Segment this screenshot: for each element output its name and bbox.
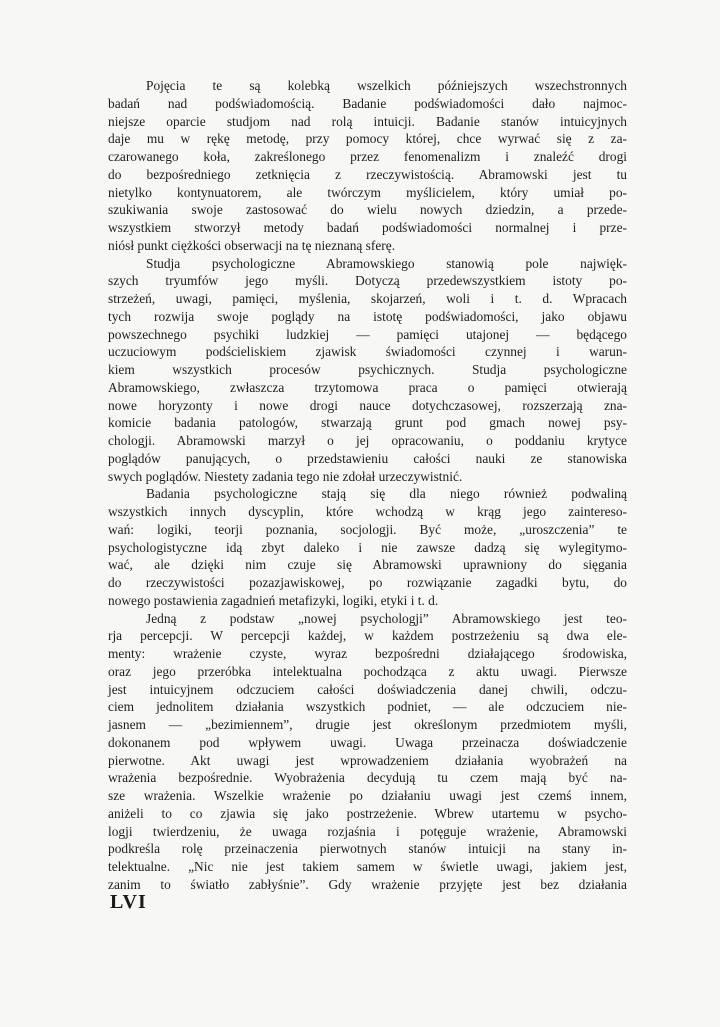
text-line: wań: logiki, teorji poznania, socjologji. Być może, „uroszczenia” te <box>108 521 627 537</box>
page-number: LVI <box>110 891 147 913</box>
text-line: jest intuicyjnem odczuciem całości doświadczenia danej chwili, odczu- <box>108 681 627 697</box>
text-line: tych rozwija swoje poglądy na istotę podświadomości, jako objawu <box>108 308 627 324</box>
text-line: niejsze oparcie studjom nad rolą intuicji. Badanie stanów intuicyjnych <box>108 113 627 129</box>
text-line: ciem jednolitem działania wszystkich podniet, — ale odczuciem nie- <box>108 699 627 715</box>
text-line: niósł punkt ciężkości obserwacji na tę nieznaną sferę. <box>108 237 396 253</box>
text-line: nowego postawienia zagadnień metafizyki, logiki, etyki i t. d. <box>108 592 439 608</box>
text-line: psychologistyczne idą zbyt daleko i nie zawsze dadzą się wylegitymo- <box>108 539 627 555</box>
text-line: do rzeczywistości pozazjawiskowej, po rozwiązanie zagadki bytu, do <box>108 575 627 590</box>
text-line: wać, ale dzięki nim czuje się Abramowski uprawniony do sięgania <box>108 557 627 573</box>
paragraph-1 <box>108 77 627 255</box>
text-line: Abramowskiego, zwłaszcza trzytomowa praca o pamięci otwierają <box>108 379 627 395</box>
text-line: pierwotne. Akt uwagi jest wprowadzeniem działania wyobrażeń na <box>108 752 627 768</box>
text-line: nietylko kontynuatorem, ale twórczym myślicielem, który umiał po- <box>108 184 627 200</box>
text-line: logji twierdzeniu, że uwaga rozjaśnia i potęguje wrażenie, Abramowski <box>108 823 627 839</box>
text-line: jasnem — „bezimiennem”, drugie jest określonym przedmiotem myśli, <box>108 717 627 732</box>
paragraph-2 <box>108 255 627 486</box>
text-line: szych tryumfów jego myśli. Dotyczą przedewszystkiem istoty po- <box>108 273 627 289</box>
text-line: Jedną z podstaw „nowej psychologji” Abramowskiego jest teo- <box>146 610 627 626</box>
text-line: strzeżeń, uwagi, pamięci, myślenia, skojarzeń, woli i t. d. Wpracach <box>108 291 627 306</box>
text-line: badań nad podświadomością. Badanie podświadomości dało najmoc- <box>108 95 627 111</box>
text-line: wrażenia bezpośrednie. Wyobrażenia decydują tu czem mają być na- <box>108 770 627 786</box>
text-line: nowe horyzonty i nowe drogi nauce dotychczasowej, rozszerzają zna- <box>108 397 627 413</box>
text-line: uczuciowym podścieliskiem zjawisk świadomości czynnej i warun- <box>108 344 627 360</box>
body-text <box>108 77 627 894</box>
text-line: dokonanem pod wpływem uwagi. Uwaga przeinacza doświadczenie <box>108 734 627 750</box>
text-line: swych poglądów. Niestety zadania tego nie zdołał urzeczywistnić. <box>108 468 463 484</box>
text-line: czarowanego koła, zakreślonego przez fenomenalizm i znaleźć drogi <box>108 149 627 164</box>
text-line: wszystkich innych dyscyplin, które wchodzą w krąg jego zaintereso- <box>108 504 627 519</box>
text-line: poglądów panujących, o przedstawieniu całości nauki ze stanowiska <box>108 450 627 466</box>
text-line: podkreśla rolę przeinaczenia pierwotnych stanów intuicji na stany in- <box>108 841 627 857</box>
text-line: aniżeli to co zjawia się jako postrzeżenie. Wbrew utartemu w psycho- <box>108 805 627 821</box>
paragraph-4 <box>108 610 627 894</box>
text-line: telektualne. „Nic nie jest takiem samem w świetle uwagi, jakiem jest, <box>108 859 627 874</box>
text-line: Pojęcia te są kolebką wszelkich późniejszych wszechstronnych <box>146 78 627 93</box>
text-line: kiem wszystkich procesów psychicznych. Studja psychologiczne <box>108 362 627 377</box>
text-line: chologji. Abramowski marzył o jej opracowaniu, o poddaniu krytyce <box>108 433 627 448</box>
paragraph-3 <box>108 485 627 609</box>
text-line: komicie badania patologów, stwarzają grunt pod gmach nowej psy- <box>108 415 627 431</box>
text-line: zanim to światło zabłyśnie”. Gdy wrażenie przyjęte jest bez działania <box>108 876 627 892</box>
text-line: daje mu w rękę metodę, przy pomocy której, chce wyrwać się z za- <box>108 131 627 147</box>
text-line: wszystkiem stworzył metody badań podświadomości normalnej i prze- <box>108 220 627 235</box>
text-line: menty: wrażenie czyste, wyraz bezpośredni działającego środowiska, <box>108 646 627 661</box>
text-line: Studja psychologiczne Abramowskiego stanowią pole najwięk- <box>146 255 627 271</box>
text-line: powszechnego psychiki ludzkiej — pamięci utajonej — będącego <box>108 326 627 342</box>
text-line: Badania psychologiczne stają się dla niego również podwaliną <box>146 486 627 502</box>
text-line: szukiwania swoje zastosować do wielu nowych dziedzin, a przede- <box>108 202 627 218</box>
text-line: rja percepcji. W percepcji każdej, w każdem postrzeżeniu są dwa ele- <box>108 628 627 644</box>
text-line: do bezpośredniego zetknięcia z rzeczywistością. Abramowski jest tu <box>108 166 627 182</box>
text-line: oraz jego przeróbka intelektualna pochodząca z aktu uwagi. Pierwsze <box>108 663 627 679</box>
text-line: sze wrażenia. Wszelkie wrażenie po działaniu uwagi jest czemś innem, <box>108 788 627 803</box>
